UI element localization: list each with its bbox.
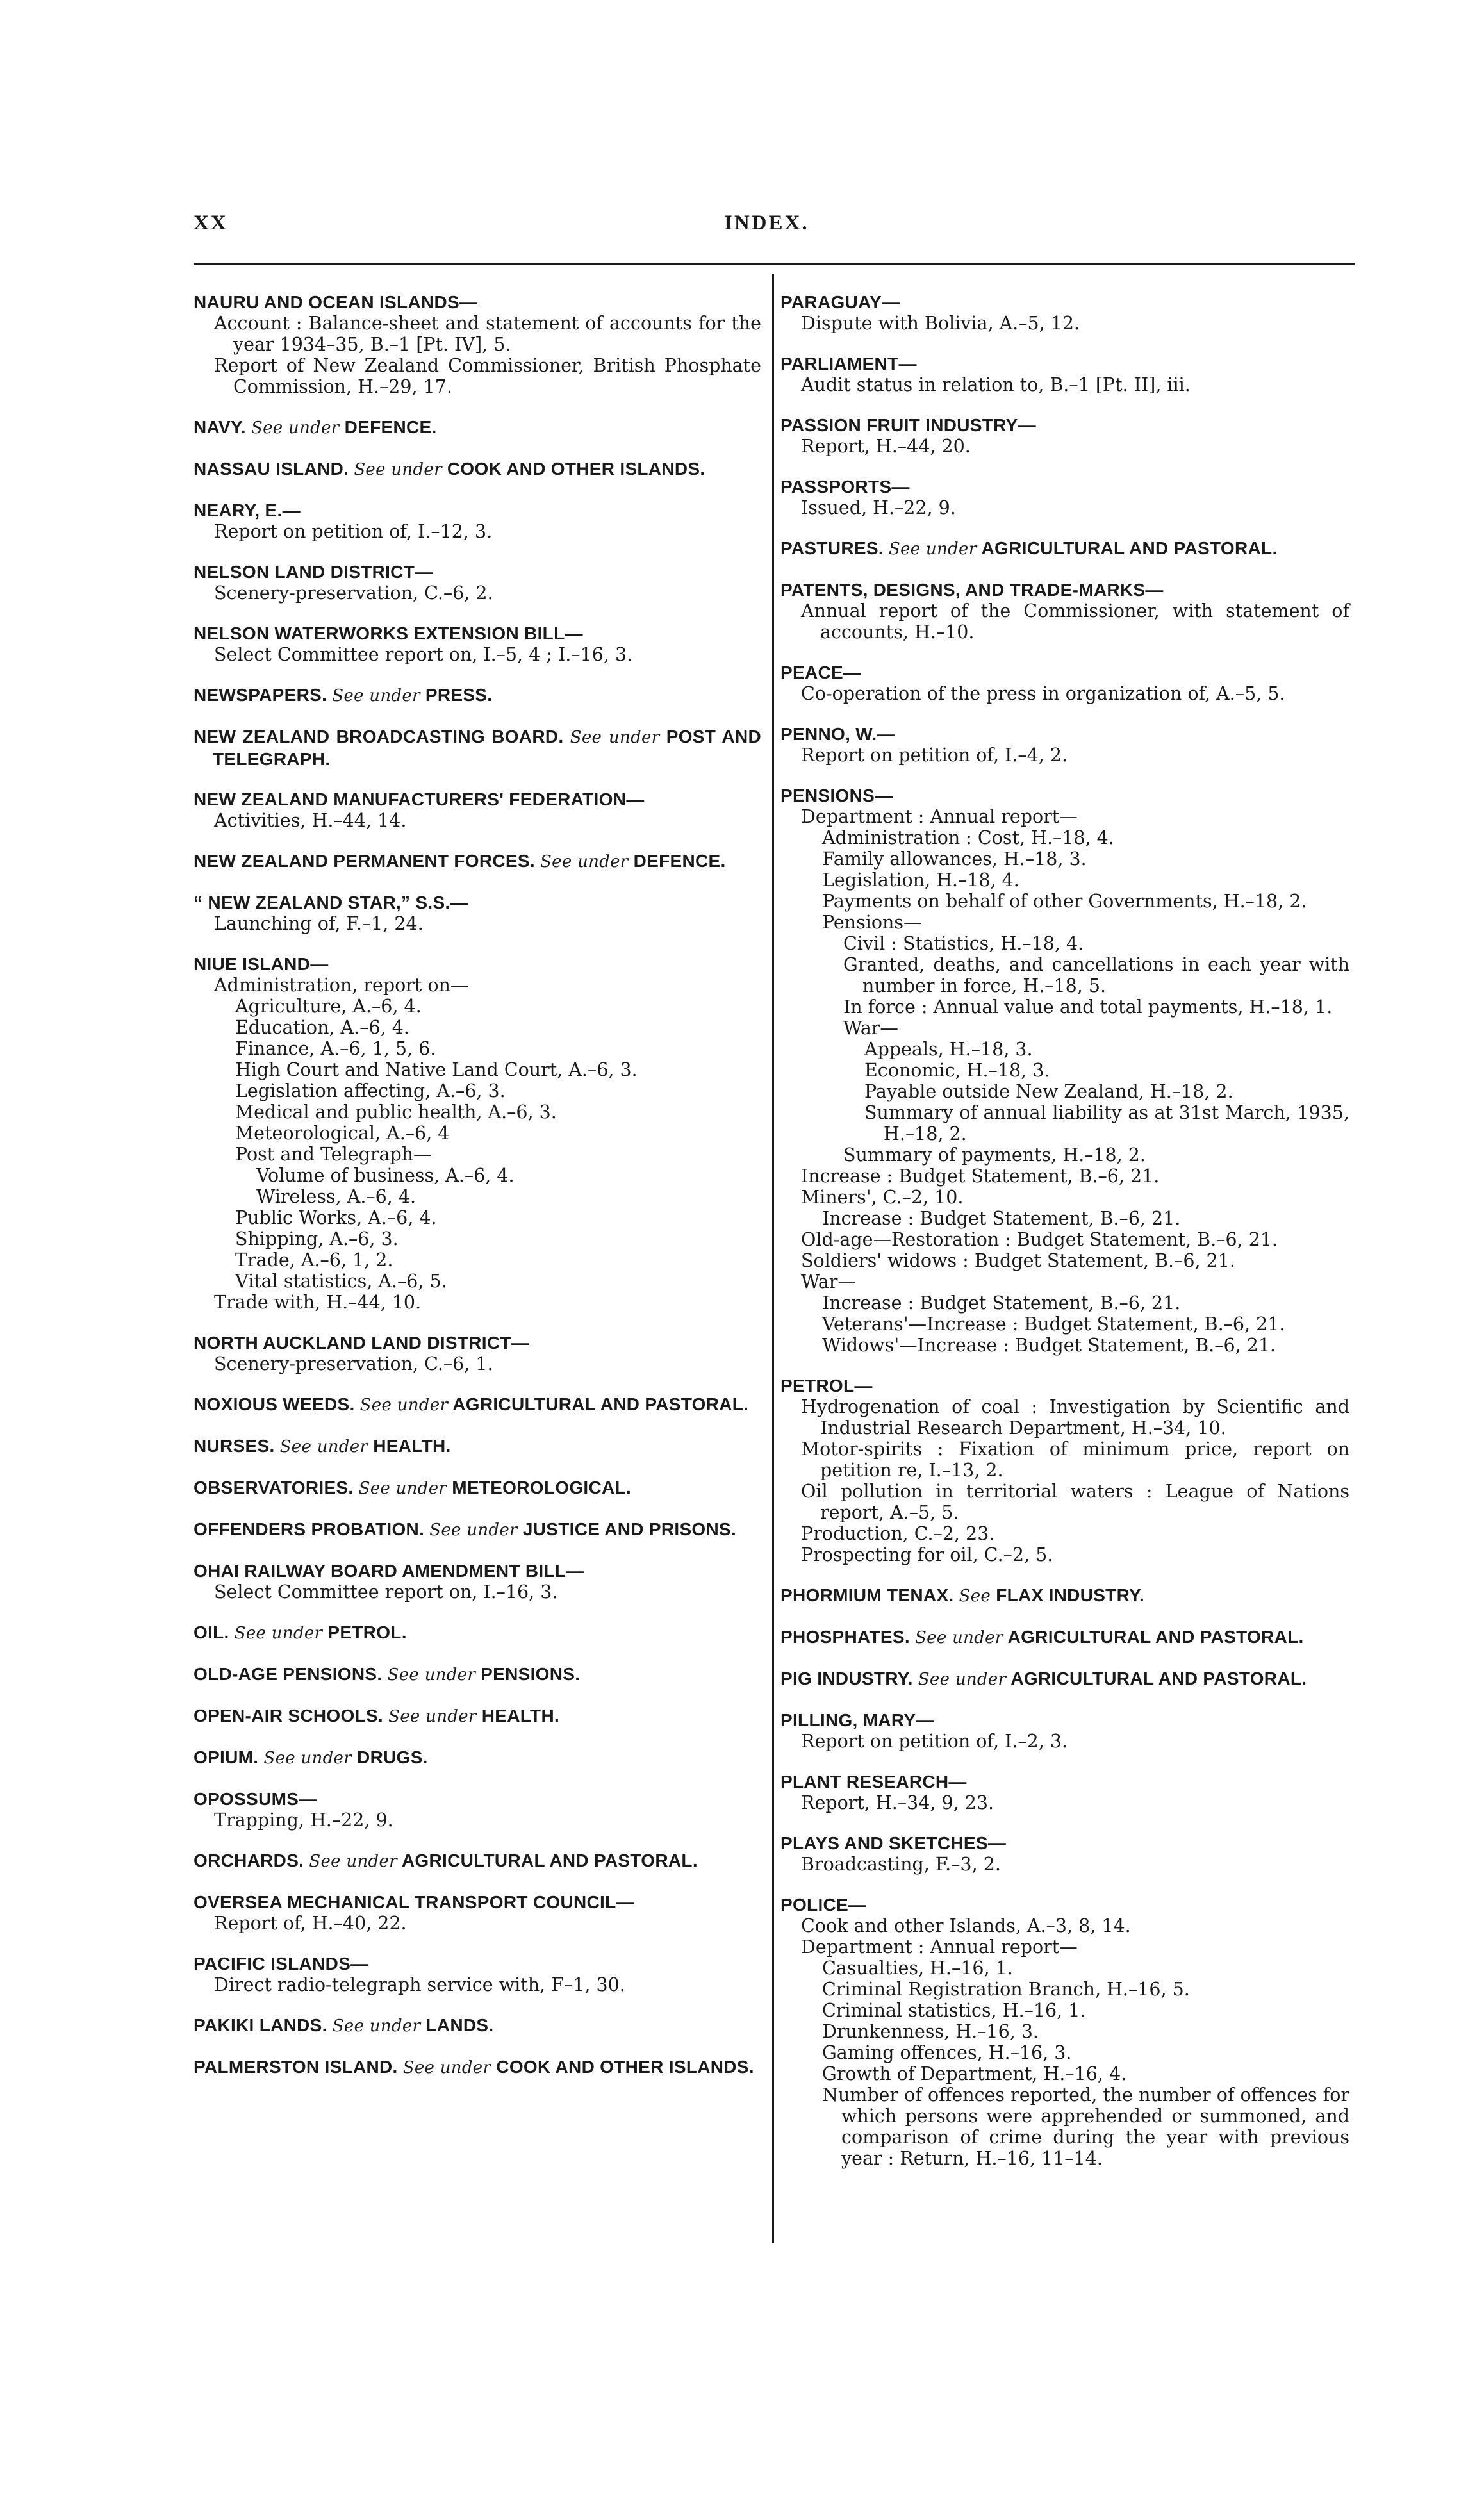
entry-line: Account : Balance-sheet and statement of accounts for the year 1934–35, B.–1 [Pt. IV], 5. [214, 313, 761, 355]
index-entry-nauru [194, 292, 761, 397]
index-entry-old-age [194, 1663, 761, 1686]
entry-line: Pensions— [822, 912, 922, 933]
entry-heading: PASTURES. See under AGRICULTURAL AND PASTORAL. [780, 538, 1278, 559]
index-entry-open-air [194, 1705, 761, 1728]
see-under: See under [251, 418, 340, 438]
cross-reference: POST AND TELEGRAPH. [213, 727, 761, 769]
index-entry-nelson-waterworks [194, 623, 761, 665]
entry-heading: OHAI RAILWAY BOARD AMENDMENT BILL— [194, 1561, 584, 1581]
entry-line: Legislation affecting, A.–6, 3. [235, 1080, 506, 1101]
entry-line: Report on petition of, I.–4, 2. [801, 745, 1068, 766]
entry-heading: PEACE— [780, 663, 862, 682]
entry-line: Finance, A.–6, 1, 5, 6. [235, 1038, 436, 1059]
cross-reference: COOK AND OTHER ISLANDS. [496, 2057, 754, 2077]
entry-line: Summary of annual liability as at 31st March, 1935, H.–18, 2. [864, 1102, 1349, 1144]
entry-line: Widows'—Increase : Budget Statement, B.–6, 21. [822, 1335, 1276, 1356]
entry-heading: NELSON LAND DISTRICT— [194, 562, 433, 582]
see-under: See under [918, 1670, 1007, 1689]
entry-heading: NAVY. See under DEFENCE. [194, 417, 437, 438]
entry-line: Administration, report on— [214, 975, 469, 996]
entry-line: Payments on behalf of other Governments, H.–18, 2. [822, 891, 1307, 912]
cross-reference: COOK AND OTHER ISLANDS. [447, 459, 705, 479]
index-entry-neary [194, 500, 761, 542]
entry-line: Direct radio-telegraph service with, F–1, 30. [214, 1974, 625, 1995]
index-entry-opium [194, 1747, 761, 1769]
entry-heading: OBSERVATORIES. See under METEOROLOGICAL. [194, 1478, 632, 1498]
entry-line: Issued, H.–22, 9. [801, 497, 956, 518]
entry-heading: PACIFIC ISLANDS— [194, 1954, 369, 1974]
see-under: See under [359, 1396, 449, 1415]
index-entry-nurses [194, 1435, 761, 1458]
index-entry-phosphates [780, 1626, 1349, 1649]
entry-heading: NEW ZEALAND PERMANENT FORCES. See under DEFENCE. [194, 851, 726, 871]
entry-heading: ORCHARDS. See under AGRICULTURAL AND PASTORAL. [194, 1851, 698, 1871]
see-under: See under [309, 1852, 397, 1871]
entry-heading: PLANT RESEARCH— [780, 1772, 967, 1792]
entry-heading: OLD-AGE PENSIONS. See under PENSIONS. [194, 1664, 581, 1685]
entry-line: Select Committee report on, I.–16, 3. [214, 1581, 558, 1603]
entry-line: War— [843, 1018, 898, 1039]
see-under: See under [263, 1749, 352, 1768]
entry-heading: PARAGUAY— [780, 292, 900, 312]
entry-line: Annual report of the Commissioner, with statement of accounts, H.–10. [801, 600, 1349, 643]
index-entry-pakiki [194, 2015, 761, 2037]
index-entry-plays [780, 1833, 1349, 1875]
see-under: See under [332, 686, 420, 705]
entry-line: Payable outside New Zealand, H.–18, 2. [864, 1081, 1233, 1102]
entry-heading: PAKIKI LANDS. See under LANDS. [194, 2015, 494, 2036]
column-divider [772, 274, 774, 2243]
entry-line: Vital statistics, A.–6, 5. [235, 1271, 447, 1292]
entry-line: Increase : Budget Statement, B.–6, 21. [822, 1208, 1181, 1229]
entry-heading: POLICE— [780, 1895, 867, 1915]
index-entry-paraguay [780, 292, 1349, 334]
entry-line: War— [801, 1271, 856, 1292]
cross-reference: FLAX INDUSTRY. [996, 1585, 1145, 1605]
cross-reference: AGRICULTURAL AND PASTORAL. [981, 538, 1278, 558]
see-under: See under [429, 1521, 518, 1540]
right-column [780, 292, 1349, 2188]
index-entry-nz-broadcasting [194, 726, 761, 770]
index-entry-plant-research [780, 1771, 1349, 1813]
entry-heading: PLAYS AND SKETCHES— [780, 1833, 1007, 1853]
entry-heading: NIUE ISLAND— [194, 954, 329, 974]
index-entry-palmerston [194, 2056, 761, 2079]
entry-line: Veterans'—Increase : Budget Statement, B.–6, 21. [822, 1314, 1285, 1335]
entry-line: Report on petition of, I.–12, 3. [214, 521, 493, 542]
entry-line: Scenery-preservation, C.–6, 1. [214, 1353, 493, 1374]
header-rule [194, 263, 1355, 265]
entry-line: Department : Annual report— [801, 806, 1078, 827]
entry-line: Agriculture, A.–6, 4. [235, 996, 422, 1017]
see-under: See under [279, 1437, 368, 1456]
entry-heading: PATENTS, DESIGNS, AND TRADE-MARKS— [780, 580, 1164, 600]
entry-line: Prospecting for oil, C.–2, 5. [801, 1544, 1053, 1565]
index-entry-offenders [194, 1519, 761, 1541]
index-entry-pastures [780, 538, 1349, 560]
entry-line: Report on petition of, I.–2, 3. [801, 1731, 1068, 1752]
entry-line: Motor-spirits : Fixation of minimum price, report on petition re, I.–13, 2. [801, 1439, 1349, 1481]
see-under: See under [387, 1665, 476, 1685]
entry-heading: PASSPORTS— [780, 477, 910, 497]
entry-heading: NEARY, E.— [194, 500, 301, 520]
cross-reference: DEFENCE. [633, 851, 726, 871]
entry-line: Report, H.–44, 20. [801, 436, 971, 457]
index-entry-nz-manufacturers [194, 789, 761, 831]
entry-heading: NASSAU ISLAND. See under COOK AND OTHER ISLANDS. [194, 459, 705, 479]
cross-reference: AGRICULTURAL AND PASTORAL. [401, 1851, 698, 1870]
entry-line: Growth of Department, H.–16, 4. [822, 2063, 1127, 2084]
entry-heading: NEWSPAPERS. See under PRESS. [194, 685, 493, 705]
entry-heading: OPIUM. See under DRUGS. [194, 1747, 428, 1768]
entry-line: Meteorological, A.–6, 4 [235, 1123, 450, 1144]
index-entry-passion-fruit [780, 415, 1349, 457]
entry-heading: OFFENDERS PROBATION. See under JUSTICE AND PRISONS. [194, 1519, 737, 1540]
cross-reference: METEOROLOGICAL. [452, 1478, 632, 1497]
entry-line: Civil : Statistics, H.–18, 4. [843, 933, 1084, 954]
entry-line: Medical and public health, A.–6, 3. [235, 1101, 557, 1123]
entry-line: Increase : Budget Statement, B.–6, 21. [801, 1166, 1160, 1187]
cross-reference: AGRICULTURAL AND PASTORAL. [452, 1394, 749, 1414]
index-entry-peace [780, 662, 1349, 704]
index-entry-oil [194, 1622, 761, 1644]
entry-line: Summary of payments, H.–18, 2. [843, 1144, 1146, 1166]
entry-line: Production, C.–2, 23. [801, 1523, 995, 1544]
see-under: See under [888, 540, 977, 559]
entry-line: Wireless, A.–6, 4. [256, 1186, 416, 1207]
entry-line: Dispute with Bolivia, A.–5, 12. [801, 313, 1080, 334]
entry-line: Old-age—Restoration : Budget Statement, B.–6, 21. [801, 1229, 1278, 1250]
cross-reference: DRUGS. [357, 1747, 428, 1767]
entry-line: Shipping, A.–6, 3. [235, 1228, 399, 1250]
entry-line: Scenery-preservation, C.–6, 2. [214, 582, 493, 604]
entry-line: Post and Telegraph— [235, 1144, 432, 1165]
entry-line: In force : Annual value and total payments, H.–18, 1. [843, 996, 1333, 1018]
index-entry-pig-industry [780, 1668, 1349, 1690]
entry-heading: OPOSSUMS— [194, 1789, 317, 1809]
index-entry-police [780, 1894, 1349, 2169]
entry-heading: NOXIOUS WEEDS. See under AGRICULTURAL AND PASTORAL. [194, 1394, 749, 1415]
entry-line: Criminal Registration Branch, H.–16, 5. [822, 1979, 1190, 2000]
entry-line: Department : Annual report— [801, 1936, 1078, 1958]
entry-line: Report of New Zealand Commissioner, British Phosphate Commission, H.–29, 17. [214, 355, 761, 397]
index-entry-north-auckland [194, 1332, 761, 1374]
index-entry-orchards [194, 1850, 761, 1872]
index-entry-navy [194, 416, 761, 439]
cross-reference: DEFENCE. [344, 417, 437, 437]
entry-heading: PETROL— [780, 1376, 873, 1396]
index-entry-ohai [194, 1560, 761, 1603]
index-entry-newspapers [194, 684, 761, 707]
entry-heading: PENNO, W.— [780, 724, 895, 744]
entry-heading: PENSIONS— [780, 786, 893, 805]
entry-line: Volume of business, A.–6, 4. [256, 1165, 515, 1186]
see-under: See under [358, 1479, 447, 1498]
entry-line: Education, A.–6, 4. [235, 1017, 409, 1038]
see-under: See under [915, 1628, 1003, 1647]
entry-line: Broadcasting, F.–3, 2. [801, 1854, 1001, 1875]
entry-line: Co-operation of the press in organization of, A.–5, 5. [801, 683, 1285, 704]
cross-reference: PETROL. [327, 1622, 407, 1642]
see-under: See [959, 1587, 991, 1606]
entry-heading: NURSES. See under HEALTH. [194, 1436, 451, 1456]
entry-heading: PILLING, MARY— [780, 1710, 934, 1730]
entry-line: Administration : Cost, H.–18, 4. [822, 827, 1114, 848]
entry-heading: PALMERSTON ISLAND. See under COOK AND OTHER ISLANDS. [194, 2057, 754, 2077]
entry-heading: NELSON WATERWORKS EXTENSION BILL— [194, 623, 583, 643]
index-entry-passports [780, 476, 1349, 518]
entry-line: Number of offences reported, the number of offences for which persons were apprehended or summoned, and comparison of crime during the year with previous year : Return, H.–16, 11–14. [822, 2084, 1349, 2169]
cross-reference: JUSTICE AND PRISONS. [522, 1519, 737, 1539]
entry-line: Economic, H.–18, 3. [864, 1060, 1050, 1081]
index-entry-patents [780, 579, 1349, 643]
index-entry-penno [780, 723, 1349, 766]
index-entry-phormium [780, 1585, 1349, 1607]
entry-line: Trapping, H.–22, 9. [214, 1810, 393, 1831]
cross-reference: LANDS. [425, 2015, 494, 2035]
entry-heading: NEW ZEALAND BROADCASTING BOARD. See under POST AND TELEGRAPH. [194, 727, 761, 769]
see-under: See under [388, 1707, 477, 1726]
cross-reference: HEALTH. [481, 1706, 560, 1726]
index-entry-parliament [780, 353, 1349, 395]
entry-line: High Court and Native Land Court, A.–6, 3. [235, 1059, 638, 1080]
index-entry-opossums [194, 1788, 761, 1831]
entry-heading: OPEN-AIR SCHOOLS. See under HEALTH. [194, 1706, 560, 1726]
see-under: See under [540, 852, 629, 871]
entry-line: Legislation, H.–18, 4. [822, 870, 1019, 891]
cross-reference: PRESS. [425, 685, 493, 705]
entry-heading: PHOSPHATES. See under AGRICULTURAL AND PASTORAL. [780, 1627, 1304, 1647]
entry-line: Granted, deaths, and cancellations in each year with number in force, H.–18, 5. [843, 954, 1349, 996]
entry-line: Drunkenness, H.–16, 3. [822, 2021, 1039, 2042]
entry-heading: PARLIAMENT— [780, 354, 917, 374]
index-entry-observatories [194, 1477, 761, 1499]
index-entry-pensions [780, 785, 1349, 1356]
entry-line: Report of, H.–40, 22. [214, 1913, 407, 1934]
entry-heading: NORTH AUCKLAND LAND DISTRICT— [194, 1333, 530, 1353]
index-entry-oversea [194, 1892, 761, 1934]
index-entry-pilling [780, 1710, 1349, 1752]
index-entry-nz-star [194, 892, 761, 934]
entry-line: Trade with, H.–44, 10. [214, 1292, 422, 1313]
entry-heading: OIL. See under PETROL. [194, 1622, 407, 1643]
index-entry-noxious-weeds [194, 1394, 761, 1416]
entry-heading: PHORMIUM TENAX. See FLAX INDUSTRY. [780, 1585, 1145, 1606]
index-entry-petrol [780, 1375, 1349, 1565]
page-title: INDEX. [724, 211, 809, 235]
entry-line: Cook and other Islands, A.–3, 8, 14. [801, 1915, 1131, 1936]
cross-reference: HEALTH. [373, 1436, 451, 1456]
entry-line: Public Works, A.–6, 4. [235, 1207, 437, 1228]
entry-line: Family allowances, H.–18, 3. [822, 848, 1087, 870]
index-entry-nassau [194, 458, 761, 481]
entry-line: Soldiers' widows : Budget Statement, B.–6, 21. [801, 1250, 1235, 1271]
entry-line: Select Committee report on, I.–5, 4 ; I.–16, 3. [214, 644, 633, 665]
entry-line: Activities, H.–44, 14. [214, 810, 407, 831]
index-entry-nelson-land [194, 561, 761, 604]
see-under: See under [332, 2017, 421, 2036]
entry-line: Hydrogenation of coal : Investigation by Scientific and Industrial Research Department, H.–34, 10. [801, 1396, 1349, 1439]
entry-heading: NEW ZEALAND MANUFACTURERS' FEDERATION— [194, 789, 645, 809]
entry-line: Oil pollution in territorial waters : League of Nations report, A.–5, 5. [801, 1481, 1349, 1523]
entry-line: Criminal statistics, H.–16, 1. [822, 2000, 1086, 2021]
entry-line: Appeals, H.–18, 3. [864, 1039, 1033, 1060]
entry-heading: NAURU AND OCEAN ISLANDS— [194, 292, 478, 312]
see-under: See under [402, 2058, 491, 2077]
left-column [194, 292, 761, 2098]
entry-line: Gaming offences, H.–16, 3. [822, 2042, 1072, 2063]
entry-heading: PIG INDUSTRY. See under AGRICULTURAL AND PASTORAL. [780, 1669, 1307, 1689]
index-entry-pacific [194, 1953, 761, 1995]
cross-reference: AGRICULTURAL AND PASTORAL. [1007, 1627, 1304, 1647]
entry-line: Trade, A.–6, 1, 2. [235, 1250, 393, 1271]
entry-heading: PASSION FRUIT INDUSTRY— [780, 415, 1036, 435]
entry-heading: OVERSEA MECHANICAL TRANSPORT COUNCIL— [194, 1892, 634, 1912]
see-under: See under [354, 460, 442, 479]
entry-line: Casualties, H.–16, 1. [822, 1958, 1013, 1979]
entry-line: Report, H.–34, 9, 23. [801, 1792, 994, 1813]
entry-line: Miners', C.–2, 10. [801, 1187, 964, 1208]
entry-line: Launching of, F.–1, 24. [214, 913, 424, 934]
index-entry-niue [194, 953, 761, 1313]
see-under: See under [234, 1624, 323, 1643]
entry-heading: “ NEW ZEALAND STAR,” S.S.— [194, 893, 468, 912]
index-entry-nz-forces [194, 850, 761, 873]
page-number: XX [194, 211, 228, 235]
cross-reference: AGRICULTURAL AND PASTORAL. [1010, 1669, 1307, 1688]
entry-line: Audit status in relation to, B.–1 [Pt. II], iii. [801, 374, 1191, 395]
see-under: See under [570, 728, 660, 747]
entry-line: Increase : Budget Statement, B.–6, 21. [822, 1292, 1181, 1314]
cross-reference: PENSIONS. [481, 1664, 581, 1684]
